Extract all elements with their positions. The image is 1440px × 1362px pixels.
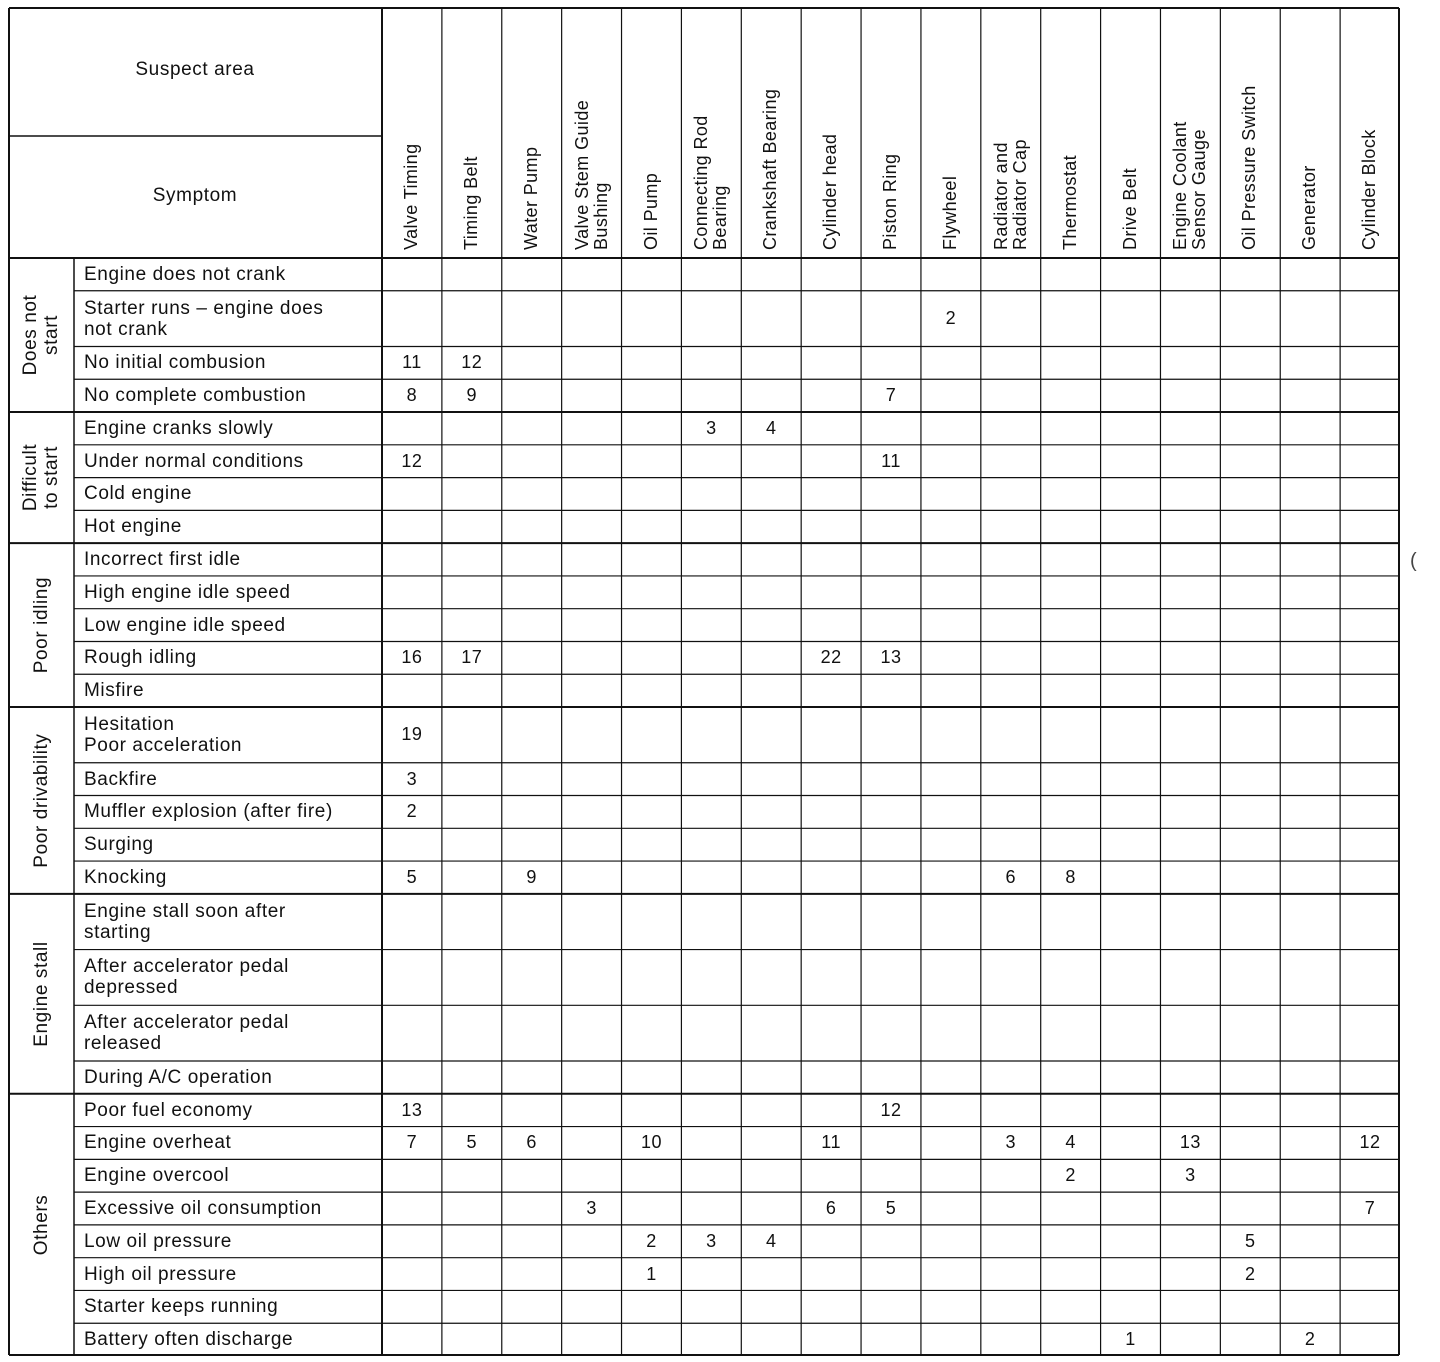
symptom-label: Low engine idle speed [84, 614, 286, 636]
value-cell: 3 [1185, 1165, 1196, 1186]
value-cell: 7 [1364, 1197, 1376, 1218]
column-header: Timing Belt [461, 156, 482, 250]
symptom-label: Starter keeps running [84, 1296, 279, 1318]
value-cell: 3 [406, 768, 418, 789]
column-header: Engine Coolant Sensor Gauge [1170, 121, 1210, 250]
suspect-area-header: Suspect area [135, 59, 255, 80]
symptom-label: Cold engine [84, 483, 193, 505]
symptom-group-label: Difficult to start [20, 443, 62, 512]
symptom-label: No initial combusion [84, 352, 267, 374]
symptom-group-label: Engine stall [30, 941, 52, 1047]
symptom-label: Under normal conditions [84, 450, 304, 472]
symptom-header: Symptom [152, 185, 238, 206]
symptom-label: Engine stall soon after starting [84, 900, 286, 943]
value-cell: 5 [885, 1197, 897, 1218]
symptom-label: Backfire [84, 768, 158, 790]
value-cell: 9 [466, 385, 478, 406]
column-header: Flywheel [940, 175, 961, 250]
value-cell: 12 [401, 450, 423, 471]
symptom-label: After accelerator pedal depressed [84, 956, 289, 999]
column-header: Connecting Rod Bearing [691, 115, 731, 250]
value-cell: 12 [880, 1099, 902, 1120]
symptom-label: Battery often discharge [84, 1329, 294, 1351]
value-cell: 19 [401, 724, 423, 745]
symptom-label: Starter runs – engine does not crank [84, 297, 324, 340]
value-cell: 8 [1065, 866, 1076, 887]
value-cell: 2 [1245, 1263, 1256, 1284]
value-cell: 4 [1065, 1132, 1076, 1153]
stray-mark: ( [1410, 550, 1417, 572]
value-cell: 10 [640, 1132, 662, 1153]
value-cell: 1 [646, 1263, 657, 1284]
column-header: Radiator and Radiator Cap [990, 139, 1030, 250]
symptom-group-label: Poor idling [30, 576, 52, 674]
column-header: Cylinder Block [1359, 129, 1380, 250]
symptom-group-label: Others [30, 1194, 52, 1256]
value-cell: 2 [1065, 1165, 1076, 1186]
value-cell: 6 [526, 1132, 537, 1153]
value-cell: 2 [406, 801, 418, 822]
value-cell: 6 [825, 1197, 837, 1218]
column-header: Oil Pressure Switch [1239, 85, 1260, 250]
column-header: Oil Pump [640, 172, 661, 250]
value-cell: 11 [881, 450, 901, 471]
symptom-label: Low oil pressure [84, 1230, 232, 1252]
value-cell: 12 [1359, 1132, 1381, 1153]
value-cell: 3 [586, 1197, 597, 1218]
value-cell: 2 [646, 1230, 657, 1251]
symptom-label: After accelerator pedal released [84, 1012, 289, 1055]
column-header: Valve Stem Guide Bushing [571, 99, 611, 250]
symptom-label: High engine idle speed [84, 581, 291, 603]
value-cell: 3 [1005, 1132, 1016, 1153]
symptom-label: Hesitation Poor acceleration [84, 713, 243, 756]
value-cell: 9 [526, 866, 537, 887]
symptom-label: Muffler explosion (after fire) [84, 801, 333, 823]
column-header: Water Pump [521, 146, 542, 250]
symptom-label: No complete combustion [84, 385, 307, 407]
symptom-label: Incorrect first idle [84, 549, 241, 571]
value-cell: 5 [466, 1132, 478, 1153]
value-cell: 5 [1245, 1230, 1256, 1251]
column-header: Piston Ring [880, 153, 901, 250]
troubleshooting-matrix [8, 7, 1400, 1356]
symptom-label: Hot engine [84, 516, 182, 538]
value-cell: 17 [461, 647, 483, 668]
value-cell: 3 [706, 417, 717, 438]
value-cell: 13 [401, 1099, 423, 1120]
symptom-label: Poor fuel economy [84, 1099, 253, 1121]
symptom-label: Engine does not crank [84, 263, 286, 285]
column-header: Thermostat [1060, 154, 1081, 250]
value-cell: 7 [885, 385, 897, 406]
column-header: Drive Belt [1120, 167, 1141, 250]
value-cell: 2 [1304, 1329, 1316, 1350]
symptom-label: Knocking [84, 866, 167, 888]
value-cell: 12 [461, 352, 483, 373]
value-cell: 8 [406, 385, 418, 406]
column-header: Valve Timing [401, 143, 422, 250]
value-cell: 6 [1005, 866, 1016, 887]
value-cell: 13 [1179, 1132, 1201, 1153]
value-cell: 2 [945, 308, 957, 329]
symptom-label: Rough idling [84, 647, 197, 669]
value-cell: 11 [402, 352, 422, 373]
value-cell: 7 [406, 1132, 418, 1153]
value-cell: 16 [401, 647, 423, 668]
symptom-label: Engine overcool [84, 1165, 230, 1187]
column-header: Cylinder head [820, 133, 841, 250]
symptom-group-label: Does not start [20, 294, 62, 376]
symptom-label: During A/C operation [84, 1066, 273, 1088]
symptom-label: Engine overheat [84, 1132, 232, 1154]
value-cell: 22 [820, 647, 842, 668]
column-header: Crankshaft Bearing [760, 88, 781, 250]
value-cell: 1 [1125, 1329, 1136, 1350]
value-cell: 5 [406, 866, 418, 887]
value-cell: 3 [706, 1230, 717, 1251]
symptom-label: High oil pressure [84, 1263, 237, 1285]
column-header: Generator [1299, 165, 1320, 250]
symptom-label: Engine cranks slowly [84, 417, 274, 439]
value-cell: 4 [765, 417, 777, 438]
value-cell: 13 [880, 647, 902, 668]
symptom-label: Excessive oil consumption [84, 1197, 322, 1219]
value-cell: 11 [821, 1132, 841, 1153]
value-cell: 4 [765, 1230, 777, 1251]
symptom-label: Misfire [84, 680, 145, 702]
symptom-label: Surging [84, 834, 154, 856]
symptom-group-label: Poor drivability [30, 733, 52, 868]
